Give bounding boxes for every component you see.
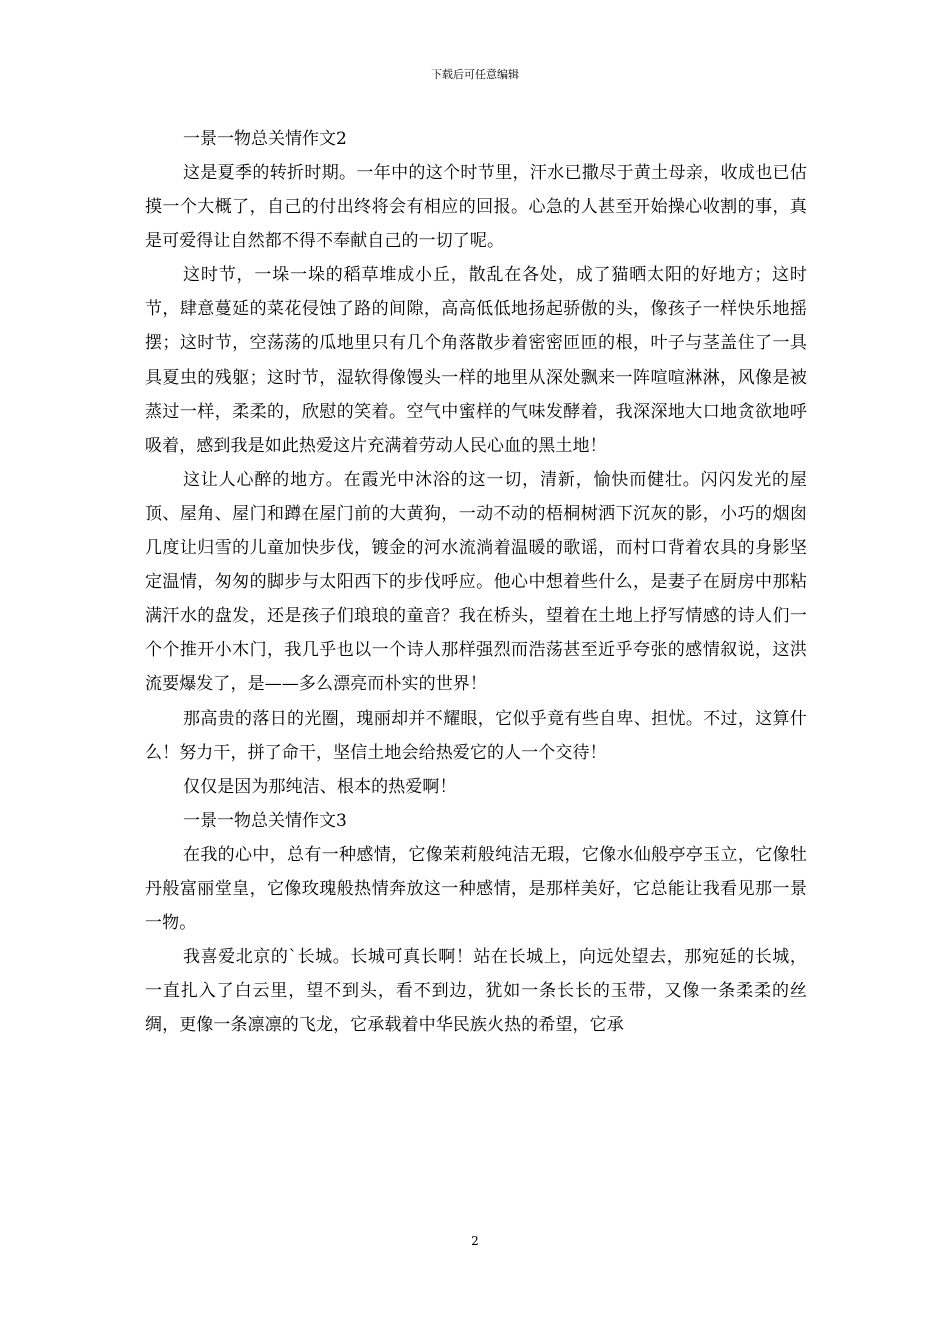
paragraph: 仅仅是因为那纯洁、根本的热爱啊！ bbox=[183, 776, 457, 797]
paragraph: 在我的心中，总有一种感情，它像茉莉般纯洁无瑕，它像水仙般亭亭玉立，它像牡丹般富丽堂皇，它像玫瑰般热情奔放这一种感情，是那样美好，它总能让我看见那一景一物。 bbox=[145, 844, 807, 933]
paragraph: 这时节，一垛一垛的稻草堆成小丘，散乱在各处，成了猫晒太阳的好地方；这时节，肆意蔓延的菜花侵蚀了路的间隙，高高低低地扬起骄傲的头，像孩子一样快乐地摇摆；这时节，空荡荡的瓜地里只有几个角落散步着密密匝匝的根，叶子与茎盖住了一具具夏虫的残躯；这时节，湿软得像馒头一样的地里从深处飘来一阵喧喧淋淋，风像是被蒸过一样，柔柔的，欣慰的笑着。空气中蜜样的气味发酵着，我深深地大口地贪欲地呼吸着，感到我是如此热爱这片充满着劳动人民心血的黑土地！ bbox=[145, 265, 807, 456]
document-body bbox=[145, 122, 807, 1042]
page-number: 2 bbox=[471, 1234, 479, 1248]
paragraph: 这让人心醉的地方。在霞光中沐浴的这一切，清新，愉快而健壮。闪闪发光的屋顶、屋角、屋门和蹲在屋门前的大黄狗，一动不动的梧桐树洒下沉灰的影，小巧的烟囱几度让归雪的儿童加快步伐，镀金的河水流淌着温暖的歌谣，而村口背着农具的身影坚定温情，匆匆的脚步与太阳西下的步伐呼应。他心中想着些什么，是妻子在厨房中那粘满汗水的盘发，还是孩子们琅琅的童音？我在桥头，望着在土地上抒写情感的诗人们一个个推开小木门，我几乎也以一个诗人那样强烈而浩荡甚至近乎夸张的感情叙说，这洪流要爆发了，是——多么漂亮而朴实的世界！ bbox=[145, 469, 807, 695]
paragraph: 我喜爱北京的`长城。长城可真长啊！站在长城上，向远处望去，那宛延的长城，一直扎入了白云里，望不到头，看不到边，犹如一条长长的玉带，又像一条柔柔的丝绸，更像一条凛凛的飞龙，它承载着中华民族火热的希望，它承 bbox=[145, 947, 807, 1036]
page-header: 下载后可任意编辑 bbox=[431, 68, 519, 81]
section-heading: 一景一物总关情作文3 bbox=[183, 810, 347, 831]
section-heading: 一景一物总关情作文2 bbox=[183, 129, 347, 149]
paragraph: 这是夏季的转折时期。一年中的这个时节里，汗水已撒尽于黄土母亲，收成也已估摸一个大概了，自己的付出终将会有相应的回报。心急的人甚至开始操心收割的事，真是可爱得让自然都不得不奉献自己的一切了呢。 bbox=[145, 163, 807, 252]
paragraph: 那高贵的落日的光圈，瑰丽却并不耀眼，它似乎竟有些自卑、担忧。不过，这算什么！努力干，拼了命干，坚信土地会给热爱它的人一个交待！ bbox=[145, 708, 807, 763]
